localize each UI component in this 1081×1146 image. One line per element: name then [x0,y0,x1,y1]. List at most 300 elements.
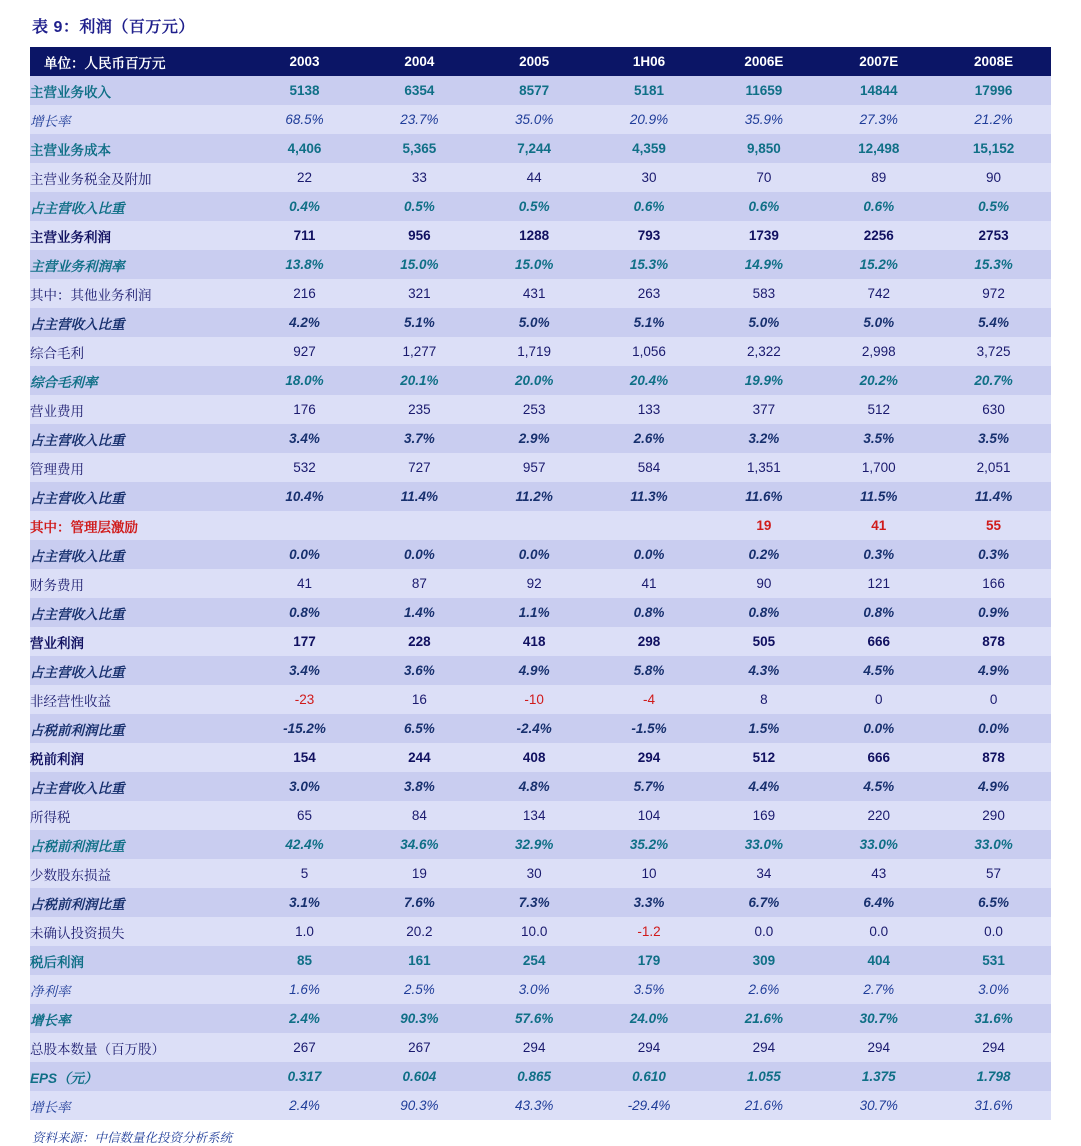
cell-value: 15.3% [592,250,707,279]
table-row [30,772,1051,801]
table-row [30,743,1051,772]
table-header [30,47,1051,76]
cell-value: 1739 [706,221,821,250]
cell-value: 927 [247,337,362,366]
cell-value: 12,498 [821,134,936,163]
cell-value: 121 [821,569,936,598]
cell-value: 298 [592,627,707,656]
cell-value: 5.4% [936,308,1051,337]
cell-value: 4.8% [477,772,592,801]
cell-value: 32.9% [477,830,592,859]
cell-value: 31.6% [936,1091,1051,1120]
row-label: 占税前利润比重 [30,888,247,917]
cell-value: 15.3% [936,250,1051,279]
cell-value: 1.0 [247,917,362,946]
cell-value: 16 [362,685,477,714]
cell-value: 84 [362,801,477,830]
cell-value: 4.9% [936,772,1051,801]
table-row [30,308,1051,337]
cell-value: 666 [821,627,936,656]
cell-value: 134 [477,801,592,830]
cell-value: 20.1% [362,366,477,395]
row-label: 营业利润 [30,627,247,656]
cell-value: 0.8% [592,598,707,627]
cell-value: 5.0% [477,308,592,337]
cell-value: 0.0% [592,540,707,569]
cell-value: 33 [362,163,477,192]
cell-value: 6.7% [706,888,821,917]
cell-value: 11.3% [592,482,707,511]
cell-value: 161 [362,946,477,975]
cell-value: 11.6% [706,482,821,511]
row-label: 增长率 [30,1004,247,1033]
cell-value: 0.6% [821,192,936,221]
cell-value: 793 [592,221,707,250]
cell-value: 235 [362,395,477,424]
cell-value: 4.5% [821,772,936,801]
cell-value: 70 [706,163,821,192]
cell-value [247,511,362,540]
row-label: 其中：管理层激励 [30,511,247,540]
cell-value: 2.5% [362,975,477,1004]
cell-value: 5.1% [362,308,477,337]
cell-value: 0.8% [247,598,362,627]
cell-value: 0.3% [936,540,1051,569]
cell-value: 35.9% [706,105,821,134]
cell-value: 20.2 [362,917,477,946]
cell-value: 4.5% [821,656,936,685]
cell-value: 8 [706,685,821,714]
cell-value: 972 [936,279,1051,308]
cell-value: 321 [362,279,477,308]
cell-value: 294 [592,743,707,772]
cell-value: 404 [821,946,936,975]
cell-value: 3.6% [362,656,477,685]
source-note: 资料来源：中信数量化投资分析系统 [32,1131,233,1145]
header-col-1h06: 1H06 [592,47,707,76]
cell-value: 20.7% [936,366,1051,395]
cell-value: -29.4% [592,1091,707,1120]
cell-value: 8577 [477,76,592,105]
row-label: 占主营收入比重 [30,598,247,627]
table-row [30,917,1051,946]
header-unit-label: 单位：人民币百万元 [30,47,247,76]
cell-value: 0.3% [821,540,936,569]
cell-value: 220 [821,801,936,830]
row-label: 占税前利润比重 [30,830,247,859]
cell-value: 267 [362,1033,477,1062]
cell-value: 15.2% [821,250,936,279]
cell-value: 10.4% [247,482,362,511]
page-title: 表 9：利润（百万元） [32,19,195,36]
cell-value: 17996 [936,76,1051,105]
table-row [30,830,1051,859]
cell-value: 90.3% [362,1004,477,1033]
cell-value: 169 [706,801,821,830]
table-row [30,1004,1051,1033]
cell-value: -4 [592,685,707,714]
cell-value: 57.6% [477,1004,592,1033]
cell-value: 431 [477,279,592,308]
cell-value: 3.4% [247,656,362,685]
row-label: 占主营收入比重 [30,424,247,453]
cell-value: 3.5% [821,424,936,453]
cell-value: 1.055 [706,1062,821,1091]
cell-value: 90 [936,163,1051,192]
cell-value: 11659 [706,76,821,105]
cell-value: 87 [362,569,477,598]
cell-value: 24.0% [592,1004,707,1033]
cell-value: 30.7% [821,1004,936,1033]
cell-value: 1.375 [821,1062,936,1091]
cell-value: 408 [477,743,592,772]
cell-value: 1,277 [362,337,477,366]
cell-value: 11.5% [821,482,936,511]
cell-value: 878 [936,627,1051,656]
cell-value: 6.5% [936,888,1051,917]
table-row [30,975,1051,1004]
table-row [30,366,1051,395]
cell-value: 0.8% [821,598,936,627]
cell-value: 11.4% [362,482,477,511]
cell-value: 0 [821,685,936,714]
cell-value: 253 [477,395,592,424]
cell-value: 0.0 [706,917,821,946]
cell-value: 294 [706,1033,821,1062]
cell-value: 34 [706,859,821,888]
row-label: 税后利润 [30,946,247,975]
cell-value: 377 [706,395,821,424]
cell-value: 505 [706,627,821,656]
table-row [30,714,1051,743]
row-label: 占主营收入比重 [30,192,247,221]
row-label: 占主营收入比重 [30,656,247,685]
cell-value: 65 [247,801,362,830]
row-label: 管理费用 [30,453,247,482]
cell-value: 90 [706,569,821,598]
cell-value: 0.5% [362,192,477,221]
cell-value: 5.0% [821,308,936,337]
cell-value: 0.0% [821,714,936,743]
cell-value: 3.5% [936,424,1051,453]
cell-value: 309 [706,946,821,975]
row-label: 占主营收入比重 [30,308,247,337]
cell-value: 41 [821,511,936,540]
cell-value: 55 [936,511,1051,540]
header-col-2004: 2004 [362,47,477,76]
cell-value: 742 [821,279,936,308]
cell-value: 57 [936,859,1051,888]
cell-value: 6.4% [821,888,936,917]
cell-value: 0.2% [706,540,821,569]
cell-value: 512 [706,743,821,772]
table-row [30,598,1051,627]
cell-value: 133 [592,395,707,424]
cell-value: 2,051 [936,453,1051,482]
row-label: 税前利润 [30,743,247,772]
cell-value: -1.5% [592,714,707,743]
cell-value: 5.7% [592,772,707,801]
table-row [30,801,1051,830]
cell-value: 4.4% [706,772,821,801]
cell-value: 3.8% [362,772,477,801]
cell-value [477,511,592,540]
cell-value: 1288 [477,221,592,250]
cell-value: 15.0% [477,250,592,279]
cell-value: 0.4% [247,192,362,221]
cell-value: 34.6% [362,830,477,859]
table-body [30,76,1051,1120]
cell-value: 6.5% [362,714,477,743]
cell-value: 13.8% [247,250,362,279]
cell-value: 0.0 [936,917,1051,946]
cell-value: 33.0% [936,830,1051,859]
cell-value: 4.9% [936,656,1051,685]
cell-value: 290 [936,801,1051,830]
table-row [30,395,1051,424]
cell-value: 14844 [821,76,936,105]
cell-value: 10 [592,859,707,888]
cell-value: 5138 [247,76,362,105]
cell-value: 10.0 [477,917,592,946]
cell-value: -1.2 [592,917,707,946]
table-row [30,192,1051,221]
cell-value: 2.4% [247,1091,362,1120]
cell-value: 957 [477,453,592,482]
cell-value: 0.0 [821,917,936,946]
cell-value: 92 [477,569,592,598]
cell-value: 3.2% [706,424,821,453]
row-label: 占主营收入比重 [30,482,247,511]
cell-value: 41 [592,569,707,598]
cell-value: 20.0% [477,366,592,395]
row-label: 营业费用 [30,395,247,424]
cell-value: 0.6% [706,192,821,221]
cell-value: 21.6% [706,1091,821,1120]
cell-value: 15,152 [936,134,1051,163]
cell-value: 5 [247,859,362,888]
cell-value: 21.6% [706,1004,821,1033]
cell-value: 7.3% [477,888,592,917]
header-row [30,47,1051,76]
cell-value: 244 [362,743,477,772]
cell-value: 2.9% [477,424,592,453]
cell-value: 11.2% [477,482,592,511]
cell-value: 90.3% [362,1091,477,1120]
cell-value: 3.4% [247,424,362,453]
cell-value: 20.9% [592,105,707,134]
cell-value: 3,725 [936,337,1051,366]
row-label: 其中：其他业务利润 [30,279,247,308]
cell-value: -15.2% [247,714,362,743]
table-row [30,1091,1051,1120]
cell-value: 4,359 [592,134,707,163]
table-row [30,105,1051,134]
cell-value: 166 [936,569,1051,598]
row-label: 综合毛利率 [30,366,247,395]
cell-value: 3.0% [477,975,592,1004]
cell-value: 27.3% [821,105,936,134]
cell-value: 0 [936,685,1051,714]
cell-value: 30 [477,859,592,888]
cell-value: -2.4% [477,714,592,743]
row-label: 所得税 [30,801,247,830]
table-row [30,859,1051,888]
row-label: 非经营性收益 [30,685,247,714]
cell-value: 9,850 [706,134,821,163]
cell-value: 5.1% [592,308,707,337]
table-row [30,453,1051,482]
cell-value: 3.7% [362,424,477,453]
cell-value: 2.7% [821,975,936,1004]
row-label: EPS（元） [30,1062,247,1091]
cell-value: 0.5% [477,192,592,221]
table-row [30,540,1051,569]
cell-value: 1,700 [821,453,936,482]
cell-value: 4,406 [247,134,362,163]
cell-value: 43.3% [477,1091,592,1120]
row-label: 主营业务利润率 [30,250,247,279]
cell-value: 584 [592,453,707,482]
cell-value: 0.9% [936,598,1051,627]
cell-value: 0.865 [477,1062,592,1091]
row-label: 主营业务收入 [30,76,247,105]
cell-value: 19.9% [706,366,821,395]
cell-value: 3.0% [936,975,1051,1004]
header-col-2005: 2005 [477,47,592,76]
cell-value: 35.2% [592,830,707,859]
table-row [30,221,1051,250]
cell-value: 512 [821,395,936,424]
cell-value: 43 [821,859,936,888]
cell-value: 0.610 [592,1062,707,1091]
cell-value: 104 [592,801,707,830]
cell-value: 2.6% [706,975,821,1004]
cell-value: 0.0% [477,540,592,569]
cell-value: 22 [247,163,362,192]
cell-value: 1.4% [362,598,477,627]
cell-value: 0.6% [592,192,707,221]
cell-value: 0.0% [362,540,477,569]
cell-value: 3.0% [247,772,362,801]
cell-value: 0.0% [936,714,1051,743]
cell-value: 179 [592,946,707,975]
cell-value: 42.4% [247,830,362,859]
cell-value: 33.0% [821,830,936,859]
row-label: 占主营收入比重 [30,540,247,569]
cell-value: 176 [247,395,362,424]
cell-value: 1.5% [706,714,821,743]
row-label: 增长率 [30,1091,247,1120]
table-row [30,656,1051,685]
table-row [30,627,1051,656]
cell-value: 33.0% [706,830,821,859]
cell-value: 35.0% [477,105,592,134]
cell-value: 3.5% [592,975,707,1004]
table-row [30,946,1051,975]
row-label: 占税前利润比重 [30,714,247,743]
cell-value: 294 [592,1033,707,1062]
table-row [30,134,1051,163]
header-col-2003: 2003 [247,47,362,76]
cell-value: 19 [706,511,821,540]
cell-value: 0.5% [936,192,1051,221]
cell-value: 711 [247,221,362,250]
cell-value: 2753 [936,221,1051,250]
row-label: 主营业务成本 [30,134,247,163]
table-row [30,1062,1051,1091]
cell-value: 5181 [592,76,707,105]
table-row [30,337,1051,366]
cell-value: 418 [477,627,592,656]
header-col-2006e: 2006E [706,47,821,76]
row-label: 综合毛利 [30,337,247,366]
cell-value: 267 [247,1033,362,1062]
cell-value: 4.9% [477,656,592,685]
table-row [30,424,1051,453]
table-row [30,569,1051,598]
cell-value: 1.798 [936,1062,1051,1091]
cell-value: 41 [247,569,362,598]
cell-value: 154 [247,743,362,772]
cell-value: 2256 [821,221,936,250]
cell-value: 532 [247,453,362,482]
cell-value: 15.0% [362,250,477,279]
cell-value: 5,365 [362,134,477,163]
cell-value: 3.3% [592,888,707,917]
cell-value: 30.7% [821,1091,936,1120]
table-row [30,76,1051,105]
cell-value: 89 [821,163,936,192]
row-label: 主营业务税金及附加 [30,163,247,192]
cell-value: 666 [821,743,936,772]
cell-value: 14.9% [706,250,821,279]
cell-value: 2,322 [706,337,821,366]
row-label: 主营业务利润 [30,221,247,250]
cell-value: 2.6% [592,424,707,453]
cell-value: 2.4% [247,1004,362,1033]
profit-table [30,47,1051,1120]
cell-value: 263 [592,279,707,308]
table-row [30,888,1051,917]
cell-value: 177 [247,627,362,656]
cell-value: 0.0% [247,540,362,569]
cell-value: 1,351 [706,453,821,482]
cell-value: 23.7% [362,105,477,134]
row-label: 占主营收入比重 [30,772,247,801]
header-col-2007e: 2007E [821,47,936,76]
cell-value: 216 [247,279,362,308]
cell-value: 1.6% [247,975,362,1004]
cell-value: 630 [936,395,1051,424]
row-label: 总股本数量（百万股） [30,1033,247,1062]
cell-value: 294 [821,1033,936,1062]
cell-value: 44 [477,163,592,192]
cell-value: 254 [477,946,592,975]
row-label: 少数股东损益 [30,859,247,888]
table-row [30,250,1051,279]
cell-value: 20.4% [592,366,707,395]
cell-value: -10 [477,685,592,714]
cell-value [592,511,707,540]
cell-value: 0.604 [362,1062,477,1091]
table-row [30,1033,1051,1062]
cell-value: 21.2% [936,105,1051,134]
row-label: 净利率 [30,975,247,1004]
cell-value: 0.317 [247,1062,362,1091]
cell-value: 11.4% [936,482,1051,511]
cell-value: 7.6% [362,888,477,917]
